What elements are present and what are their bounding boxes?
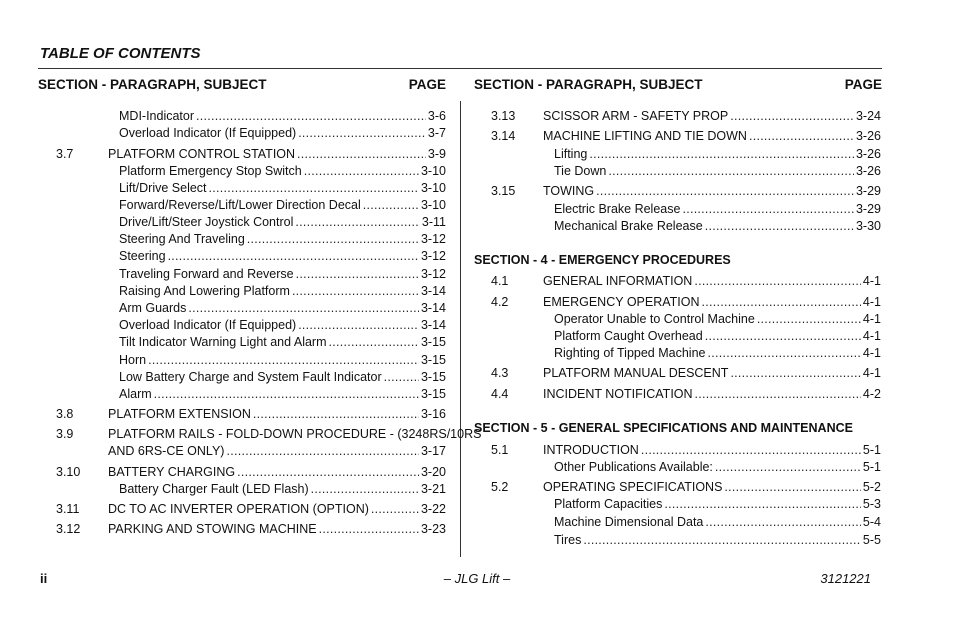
toc-entry-number: 3.7 — [56, 147, 74, 161]
toc-entry-page: 3-16 — [420, 407, 446, 421]
toc-entry-label: Platform Capacities — [554, 497, 663, 511]
toc-entry[interactable] — [491, 183, 881, 199]
toc-entry-page: 3-12 — [420, 249, 446, 263]
toc-entry-label: MACHINE LIFTING AND TIE DOWN — [543, 129, 747, 143]
toc-entry-label: PARKING AND STOWING MACHINE — [108, 522, 317, 536]
dot-leader — [707, 345, 860, 361]
dot-leader — [371, 501, 419, 517]
dot-leader — [724, 479, 861, 495]
toc-entry-label: MDI-Indicator — [119, 109, 195, 123]
toc-entry-label: TOWING — [543, 184, 595, 198]
toc-entry-label: PLATFORM CONTROL STATION — [108, 147, 296, 161]
toc-entry-label: Platform Caught Overhead — [554, 329, 703, 343]
dot-leader — [608, 163, 854, 179]
dot-leader — [664, 496, 861, 512]
toc-entry-page: 3-24 — [855, 109, 881, 123]
toc-entry-label: Machine Dimensional Data — [554, 515, 704, 529]
dot-leader — [730, 365, 860, 381]
dot-leader — [148, 352, 419, 368]
toc-entry-page: 3-14 — [420, 284, 446, 298]
toc-entry-page: 3-10 — [420, 198, 446, 212]
dot-leader — [596, 183, 854, 199]
toc-entry-page: 3-26 — [855, 147, 881, 161]
toc-entry-label: EMERGENCY OPERATION — [543, 295, 700, 309]
toc-entry[interactable] — [491, 146, 881, 162]
toc-entry-label: Other Publications Available: — [554, 460, 713, 474]
toc-entry[interactable] — [491, 201, 881, 217]
dot-leader — [705, 328, 861, 344]
toc-entry[interactable] — [56, 266, 446, 282]
dot-leader — [705, 218, 854, 234]
toc-entry-label: Overload Indicator (If Equipped) — [119, 126, 297, 140]
toc-entry-page: 3-10 — [420, 164, 446, 178]
toc-entry-page: 3-15 — [420, 370, 446, 384]
toc-entry[interactable] — [56, 501, 446, 517]
toc-entry[interactable] — [56, 334, 446, 350]
toc-entry-page: 3-15 — [420, 335, 446, 349]
toc-entry-page: 4-2 — [862, 387, 881, 401]
toc-entry[interactable] — [56, 369, 446, 385]
toc-entry[interactable] — [56, 248, 446, 264]
toc-entry-label: GENERAL INFORMATION — [543, 274, 693, 288]
right-column-header — [474, 77, 882, 95]
toc-entry-number: 3.15 — [491, 184, 516, 198]
toc-entry-page: 5-4 — [862, 515, 881, 529]
toc-entry-page: 3-26 — [855, 129, 881, 143]
toc-entry-number: 3.9 — [56, 427, 74, 441]
toc-entry[interactable] — [56, 464, 446, 480]
toc-entry-page: 3-20 — [420, 465, 446, 479]
toc-entry[interactable] — [491, 163, 881, 179]
toc-entry-label: PLATFORM MANUAL DESCENT — [543, 366, 729, 380]
toc-entry-label: Arm Guards — [119, 301, 187, 315]
dot-leader — [583, 532, 861, 548]
toc-entry-number: 3.13 — [491, 109, 516, 123]
toc-entry[interactable] — [491, 294, 881, 310]
toc-entry[interactable] — [56, 443, 446, 459]
toc-entry-page: 5-2 — [862, 480, 881, 494]
toc-entry-page: 4-1 — [862, 274, 881, 288]
toc-entry[interactable] — [491, 459, 881, 475]
toc-entry[interactable] — [56, 163, 446, 179]
toc-entry-label: Steering — [119, 249, 166, 263]
toc-entry-page: 3-6 — [427, 109, 446, 123]
toc-entry[interactable] — [56, 317, 446, 333]
toc-entry-label: Horn — [119, 353, 147, 367]
toc-entry-page: 3-14 — [420, 318, 446, 332]
toc-entry-label: Forward/Reverse/Lift/Lower Direction Decal — [119, 198, 361, 212]
toc-entry-label: INTRODUCTION — [543, 443, 639, 457]
toc-entry[interactable] — [491, 273, 881, 289]
toc-entry-label: SCISSOR ARM - SAFETY PROP — [543, 109, 729, 123]
dot-leader — [702, 294, 861, 310]
toc-entry-page: 3-15 — [420, 387, 446, 401]
toc-entry-label: Low Battery Charge and System Fault Indicator — [119, 370, 382, 384]
dot-leader — [715, 459, 861, 475]
toc-entry-label: Tires — [554, 533, 582, 547]
footer-center: – JLG Lift – — [443, 571, 511, 586]
dot-leader — [695, 386, 861, 402]
footer-page-number: ii — [40, 571, 48, 586]
toc-entry-label: PLATFORM RAILS - FOLD-DOWN PROCEDURE - (3248RS/10RS — [108, 427, 482, 441]
toc-entry-label: Drive/Lift/Steer Joystick Control — [119, 215, 294, 229]
left-column-header — [38, 77, 446, 95]
dot-leader — [757, 311, 861, 327]
toc-entry-page: 4-1 — [862, 295, 881, 309]
toc-entry-label: BATTERY CHARGING — [108, 465, 236, 479]
toc-entry-page: 3-9 — [427, 147, 446, 161]
toc-entry-page: 3-14 — [420, 301, 446, 315]
toc-entry[interactable] — [56, 426, 482, 442]
dot-leader — [730, 108, 854, 124]
toc-entry-page: 3-12 — [420, 232, 446, 246]
toc-entry[interactable] — [491, 345, 881, 361]
dot-leader — [319, 521, 419, 537]
toc-entry[interactable] — [56, 180, 446, 196]
toc-entry-page: 3-30 — [855, 219, 881, 233]
toc-entry[interactable] — [56, 521, 446, 537]
dot-leader — [329, 334, 419, 350]
toc-entry-number: 4.2 — [491, 295, 509, 309]
dot-leader — [311, 481, 419, 497]
toc-entry-page: 3-17 — [420, 444, 446, 458]
toc-entry-page: 5-3 — [862, 497, 881, 511]
dot-leader — [297, 146, 426, 162]
toc-entry[interactable] — [56, 231, 446, 247]
toc-entry-number: 4.3 — [491, 366, 509, 380]
toc-entry-page: 3-29 — [855, 202, 881, 216]
toc-entry-number: 5.2 — [491, 480, 509, 494]
toc-entry-label: Traveling Forward and Reverse — [119, 267, 294, 281]
toc-entry-label: Tilt Indicator Warning Light and Alarm — [119, 335, 327, 349]
dot-leader — [694, 273, 861, 289]
page-label: PAGE — [844, 77, 882, 92]
toc-entry-page: 3-21 — [420, 482, 446, 496]
toc-entry-label: Lift/Drive Select — [119, 181, 207, 195]
toc-entry[interactable] — [56, 108, 446, 124]
toc-entry-label: Mechanical Brake Release — [554, 219, 703, 233]
toc-entry[interactable] — [56, 352, 446, 368]
dot-leader — [749, 128, 854, 144]
toc-entry-page: 4-1 — [862, 312, 881, 326]
toc-entry-page: 5-1 — [862, 460, 881, 474]
toc-entry[interactable] — [56, 300, 446, 316]
toc-entry[interactable] — [56, 406, 446, 422]
toc-entry-label: AND 6RS-CE ONLY) — [108, 444, 225, 458]
toc-entry-page: 3-12 — [420, 267, 446, 281]
title-rule — [38, 68, 882, 69]
dot-leader — [384, 369, 419, 385]
toc-entry-page: 3-15 — [420, 353, 446, 367]
toc-entry-label: Tie Down — [554, 164, 607, 178]
toc-entry-label: Overload Indicator (If Equipped) — [119, 318, 297, 332]
toc-entry-page: 4-1 — [862, 366, 881, 380]
toc-entry-page: 3-26 — [855, 164, 881, 178]
toc-entry-page: 5-5 — [862, 533, 881, 547]
toc-entry-label: Operator Unable to Control Machine — [554, 312, 755, 326]
toc-entry[interactable] — [491, 328, 881, 344]
toc-entry[interactable] — [491, 365, 881, 381]
dot-leader — [226, 443, 419, 459]
dot-leader — [168, 248, 419, 264]
dot-leader — [253, 406, 419, 422]
dot-leader — [298, 125, 426, 141]
dot-leader — [292, 283, 419, 299]
page-label: PAGE — [408, 77, 446, 92]
toc-entry-label: OPERATING SPECIFICATIONS — [543, 480, 723, 494]
dot-leader — [209, 180, 419, 196]
toc-entry[interactable] — [56, 146, 446, 162]
toc-entry-number: 3.14 — [491, 129, 516, 143]
column-label: SECTION - PARAGRAPH, SUBJECT — [38, 77, 267, 92]
toc-entry[interactable] — [491, 218, 881, 234]
toc-entry-label: Battery Charger Fault (LED Flash) — [119, 482, 309, 496]
toc-entry-page: 3-29 — [855, 184, 881, 198]
dot-leader — [154, 386, 419, 402]
toc-entry-label: DC TO AC INVERTER OPERATION (OPTION) — [108, 502, 369, 516]
toc-entry-label: Electric Brake Release — [554, 202, 681, 216]
dot-leader — [247, 231, 419, 247]
toc-entry-number: 4.1 — [491, 274, 509, 288]
toc-entry[interactable] — [491, 128, 881, 144]
dot-leader — [237, 464, 419, 480]
toc-entry[interactable] — [491, 311, 881, 327]
dot-leader — [682, 201, 854, 217]
toc-entry-label: Raising And Lowering Platform — [119, 284, 290, 298]
toc-entry-page: 3-22 — [420, 502, 446, 516]
toc-entry[interactable] — [56, 386, 446, 402]
toc-entry-page: 4-1 — [862, 329, 881, 343]
toc-entry-label: Steering And Traveling — [119, 232, 245, 246]
column-label: SECTION - PARAGRAPH, SUBJECT — [474, 77, 703, 92]
toc-entry-number: 3.11 — [56, 502, 80, 516]
toc-entry-number: 4.4 — [491, 387, 509, 401]
footer-doc-number: 3121221 — [820, 571, 871, 586]
toc-entry[interactable] — [491, 514, 881, 530]
toc-entry[interactable] — [491, 479, 881, 495]
dot-leader — [641, 442, 861, 458]
dot-leader — [589, 146, 854, 162]
dot-leader — [363, 197, 419, 213]
page-title: TABLE OF CONTENTS — [40, 45, 201, 62]
dot-leader — [298, 317, 419, 333]
toc-entry[interactable] — [56, 125, 446, 141]
toc-entry[interactable] — [56, 197, 446, 213]
dot-leader — [705, 514, 861, 530]
toc-entry-number: 5.1 — [491, 443, 509, 457]
toc-entry-number: 3.8 — [56, 407, 74, 421]
toc-entry[interactable] — [56, 481, 446, 497]
toc-entry-page: 3-7 — [427, 126, 446, 140]
toc-entry-page: 4-1 — [862, 346, 881, 360]
toc-entry[interactable] — [491, 442, 881, 458]
toc-entry-page: 3-11 — [421, 215, 446, 229]
toc-entry[interactable] — [491, 108, 881, 124]
toc-entry-page: 5-1 — [862, 443, 881, 457]
dot-leader — [196, 108, 426, 124]
toc-entry-page: 3-23 — [420, 522, 446, 536]
toc-entry-label: Lifting — [554, 147, 588, 161]
column-divider — [460, 101, 461, 557]
toc-entry[interactable] — [56, 214, 446, 230]
dot-leader — [295, 214, 420, 230]
dot-leader — [188, 300, 419, 316]
dot-leader — [304, 163, 419, 179]
section-5-heading: SECTION - 5 - GENERAL SPECIFICATIONS AND MAINTENANCE — [474, 421, 853, 435]
dot-leader — [296, 266, 419, 282]
toc-entry[interactable] — [491, 532, 881, 548]
toc-entry[interactable] — [56, 283, 446, 299]
toc-entry-page: 3-10 — [420, 181, 446, 195]
toc-entry-number: 3.10 — [56, 465, 81, 479]
section-4-heading: SECTION - 4 - EMERGENCY PROCEDURES — [474, 253, 731, 267]
toc-entry-label: Alarm — [119, 387, 152, 401]
toc-entry-label: INCIDENT NOTIFICATION — [543, 387, 693, 401]
toc-entry-label: PLATFORM EXTENSION — [108, 407, 251, 421]
toc-entry[interactable] — [491, 496, 881, 512]
toc-entry-label: Platform Emergency Stop Switch — [119, 164, 302, 178]
toc-entry[interactable] — [491, 386, 881, 402]
toc-entry-label: Righting of Tipped Machine — [554, 346, 706, 360]
toc-entry-number: 3.12 — [56, 522, 81, 536]
